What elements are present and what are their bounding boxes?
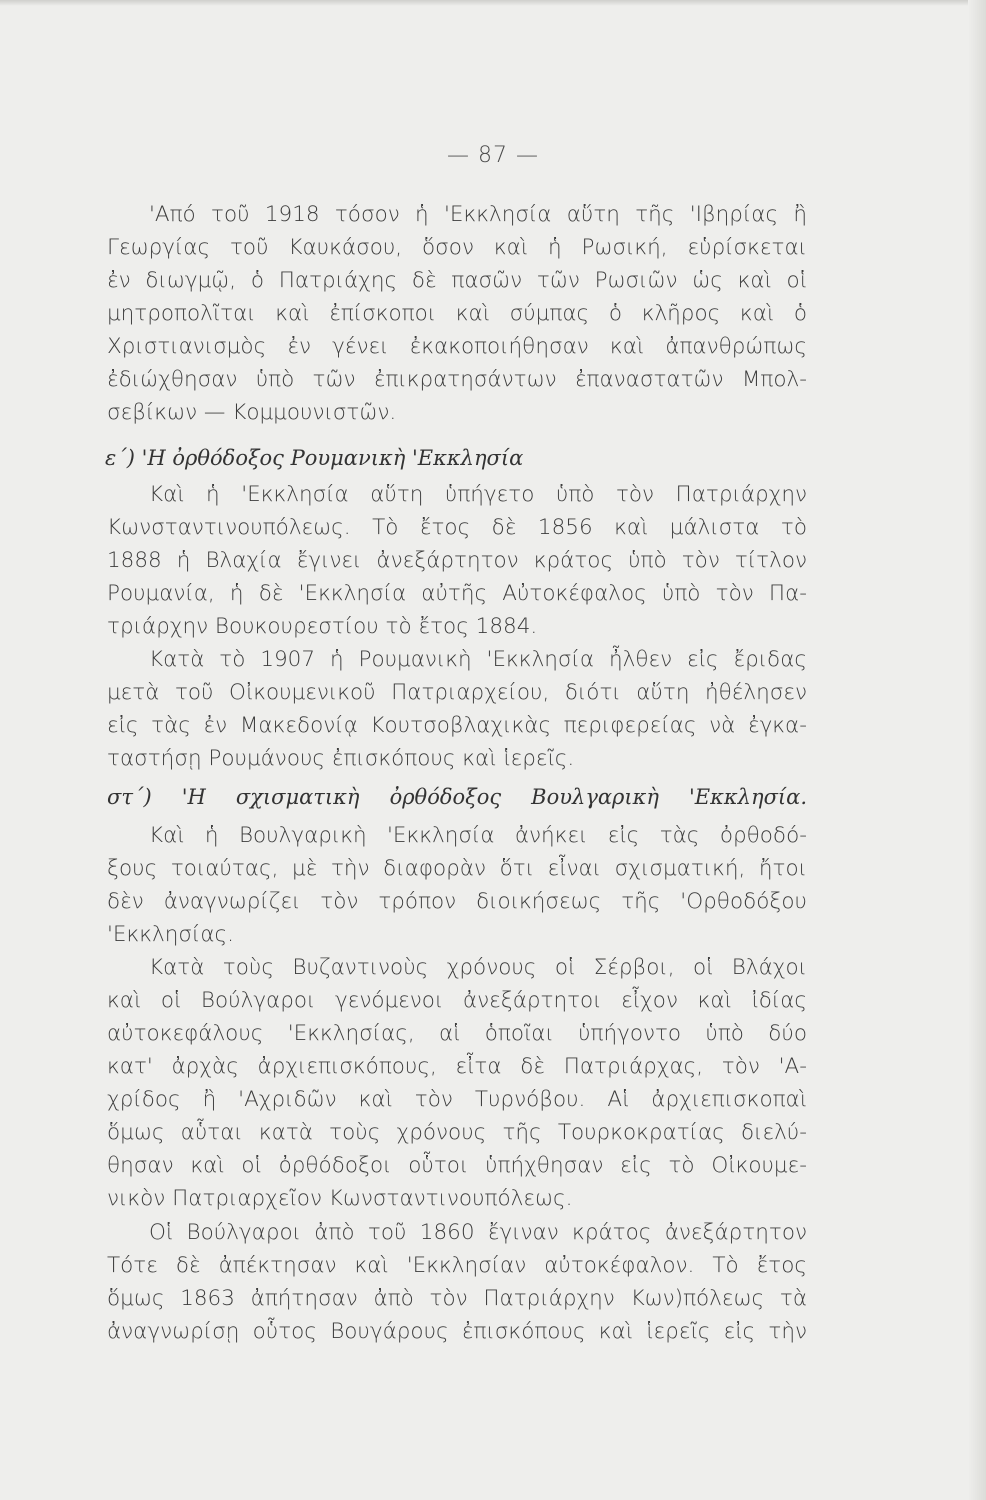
section-heading: ε΄) 'Η ὀρθόδοξος Ρουμανικὴ 'Εκκλησία [105, 446, 524, 470]
text-line: Γεωργίας τοῦ Καυκάσου, ὅσον καὶ ἡ Ρωσική, εὑρίσκεται [107, 235, 807, 260]
text-line: νικὸν Πατριαρχεῖον Κωνσταντινουπόλεως. [107, 1186, 573, 1211]
page-number: — 87 — [447, 143, 539, 168]
page-right-edge [968, 0, 986, 1500]
text-line: καὶ οἱ Βούλγαροι γενόμενοι ἀνεξάρτητοι εἶχον καὶ ἰδίας [107, 988, 807, 1013]
text-line: δὲν ἀναγνωρίζει τὸν τρόπον διοικήσεως τῆς 'Ορθοδόξου [107, 889, 807, 914]
text-line: εἰς τὰς ἐν Μακεδονίᾳ Κουτσοβλαχικὰς περιφερείας νὰ ἐγκα- [107, 713, 807, 738]
text-line: κατ' ἀρχὰς ἀρχιεπισκόπους, εἶτα δὲ Πατριάρχας, τὸν 'Α- [107, 1054, 807, 1079]
text-line: Χριστιανισμὸς ἐν γένει ἐκακοποιήθησαν καὶ ἀπανθρώπως [107, 334, 807, 359]
text-line: Οἱ Βούλγαροι ἀπὸ τοῦ 1860 ἔγιναν κράτος ἀνεξάρτητον [149, 1220, 807, 1245]
text-line: μετὰ τοῦ Οἰκουμενικοῦ Πατριαρχείου, διότι αὕτη ἠθέλησεν [107, 680, 807, 705]
text-line: Καὶ ἡ Βουλγαρικὴ 'Εκκλησία ἀνήκει εἰς τὰς ὀρθοδό- [149, 823, 807, 848]
text-line: μητροπολῖται καὶ ἐπίσκοποι καὶ σύμπας ὁ κλῆρος καὶ ὁ [107, 301, 807, 326]
text-line: ἐν διωγμῷ, ὁ Πατριάχης δὲ πασῶν τῶν Ρωσιῶν ὡς καὶ οἱ [107, 268, 807, 293]
text-line: Ρουμανία, ἡ δὲ 'Εκκλησία αὐτῆς Αὐτοκέφαλος ὑπὸ τὸν Πα- [107, 581, 807, 606]
text-line: Καὶ ἡ 'Εκκλησία αὕτη ὑπήγετο ὑπὸ τὸν Πατριάρχην [149, 482, 807, 507]
text-line: αὐτοκεφάλους 'Εκκλησίας, αἱ ὁποῖαι ὑπήγοντο ὑπὸ δύο [107, 1021, 807, 1046]
text-line: ταστήσῃ Ρουμάνους ἐπισκόπους καὶ ἱερεῖς. [107, 746, 575, 771]
text-line: ἀναγνωρίσῃ οὗτος Βουγάρους ἐπισκόπους καὶ ἱερεῖς εἰς τὴν [107, 1319, 807, 1344]
text-line: Τότε δὲ ἀπέκτησαν καὶ 'Εκκλησίαν αὐτοκέφαλον. Τὸ ἔτος [107, 1253, 807, 1278]
text-line: Κατὰ τοὺς Βυζαντινοὺς χρόνους οἱ Σέρβοι, οἱ Βλάχοι [149, 955, 807, 980]
text-line: χρίδος ἢ 'Αχριδῶν καὶ τὸν Τυρνόβου. Αἱ ἀρχιεπισκοπαὶ [107, 1087, 807, 1112]
text-line: ὅμως 1863 ἀπήτησαν ἀπὸ τὸν Πατριάρχην Κων)πόλεως τὰ [107, 1286, 807, 1311]
text-line: ὅμως αὗται κατὰ τοὺς χρόνους τῆς Τουρκοκρατίας διελύ- [107, 1120, 807, 1145]
text-line: 'Από τοῦ 1918 τόσον ἡ 'Εκκλησία αὕτη τῆς 'Ιβηρίας ἢ [149, 202, 807, 227]
text-line: 1888 ἡ Βλαχία ἔγινει ἀνεξάρτητον κράτος ὑπὸ τὸν τίτλον [107, 548, 807, 573]
page-top-edge [0, 0, 986, 6]
text-line: σεβίκων — Κομμουνιστῶν. [107, 400, 397, 425]
text-line: ξους τοιαύτας, μὲ τὴν διαφορὰν ὅτι εἶναι σχισματική, ἤτοι [107, 856, 807, 881]
text-line: ἐδιώχθησαν ὑπὸ τῶν ἐπικρατησάντων ἐπαναστατῶν Μπολ- [107, 367, 807, 392]
text-line: 'Εκκλησίας. [107, 922, 234, 947]
text-line: Κατὰ τὸ 1907 ἡ Ρουμανικὴ 'Εκκλησία ἦλθεν εἰς ἔριδας [149, 647, 807, 672]
text-line: θησαν καὶ οἱ ὀρθόδοξοι οὗτοι ὑπήχθησαν εἰς τὸ Οἰκουμε- [107, 1153, 807, 1178]
text-line: Κωνσταντινουπόλεως. Τὸ ἔτος δὲ 1856 καὶ μάλιστα τὸ [107, 515, 807, 540]
section-heading: στ΄) 'Η σχισματικὴ ὀρθόδοξος Βουλγαρικὴ 'Εκκλησία. [107, 785, 807, 809]
text-line: τριάρχην Βουκουρεστίου τὸ ἔτος 1884. [107, 614, 538, 639]
